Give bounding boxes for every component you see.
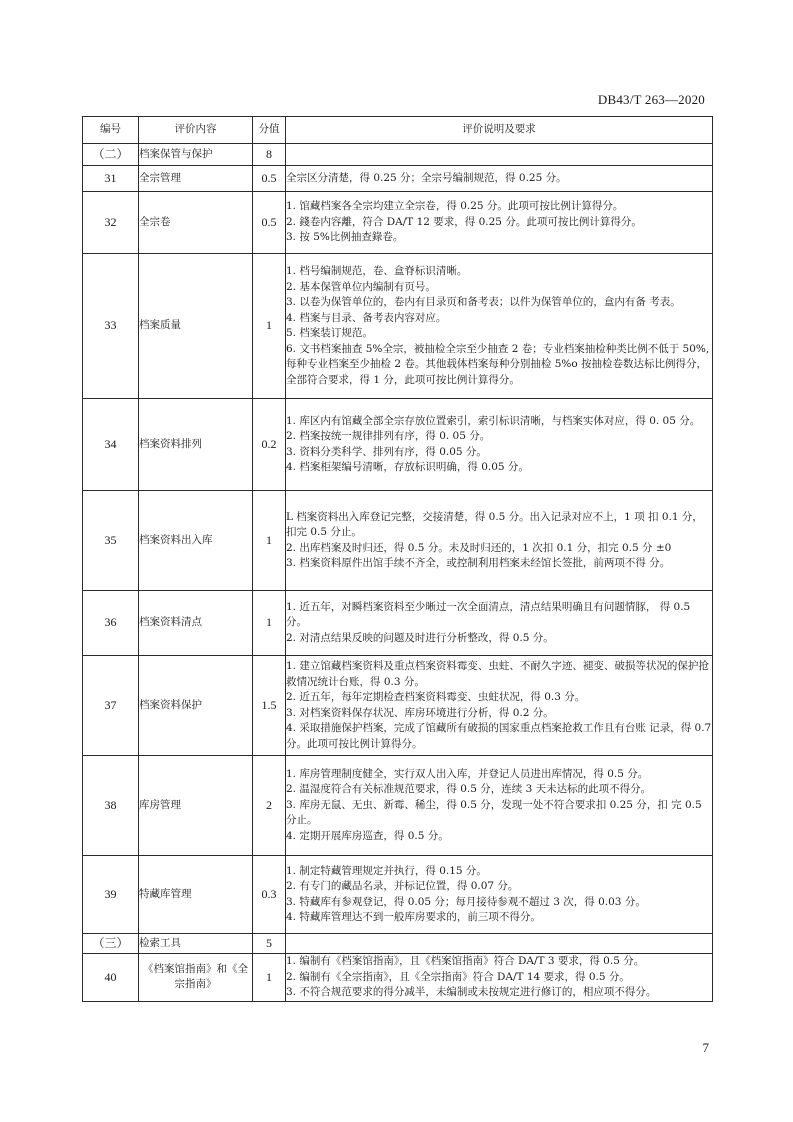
requirement-line: 1. 制定特藏管理规定并执行，得 0.15 分。 <box>286 864 487 877</box>
requirement-line: 3. 以卷为保管单位的，卷内有目录页和备考表；以件为保管单位的，盒内有备 考表。 <box>286 296 681 308</box>
row-number: 38 <box>83 756 139 856</box>
requirement-line: 3. 不符合规范要求的得分减半，未编制或未按规定进行修订的，相应项不得分。 <box>286 986 657 998</box>
column-header-content: 评价内容 <box>139 117 253 144</box>
requirement-line: 1. 档号编制规范，卷、盒脊标识清晰。 <box>286 265 468 277</box>
table-row <box>83 399 713 491</box>
score-value: 0.5 <box>253 166 286 192</box>
row-number: 32 <box>83 192 139 254</box>
requirement-line: 1. 库房管理制度健全，实行双人出入库，并登记人员进出库情况，得 0.5 分。 <box>286 767 649 780</box>
table-row <box>83 656 713 756</box>
table-row <box>83 934 713 954</box>
evaluation-item: 档案资料排列 <box>139 399 253 491</box>
requirements-cell <box>286 591 713 656</box>
requirements-cell <box>286 166 713 192</box>
page-number: 7 <box>702 1040 709 1055</box>
requirement-line: 1. 馆藏档案各全宗均建立全宗卷，得 0.25 分。此项可按比例计算得分。 <box>286 200 624 213</box>
row-number: 34 <box>83 399 139 491</box>
row-number: 33 <box>83 254 139 399</box>
requirement-line: 2. 温湿度符合有关标准规范要求，得 0.5 分，连续 3 天未达标的此项不得分。 <box>286 783 652 796</box>
requirements-cell <box>286 756 713 856</box>
requirement-line: 1. 建立馆藏档案资料及重点档案资料霉变、虫蛀、不耐久字迹、褪变、破损等状况的保护抢救情况统计台账，得 0.3 分。 <box>286 660 709 688</box>
table-row <box>83 954 713 1002</box>
score-value: 0.2 <box>253 399 286 491</box>
score-value: 1 <box>253 254 286 399</box>
table-row <box>83 254 713 399</box>
requirement-line: 3. 资料分类科学、排列有序，得 0.05 分。 <box>286 445 487 458</box>
requirements-cell <box>286 144 713 166</box>
requirement-line: 1. 编制有《档案馆指南》，且《档案馆指南》符合 DA/T 3 要求，得 0.5 分。 <box>286 955 645 967</box>
requirements-cell <box>286 934 713 954</box>
requirement-line: 2. 有专门的藏品名录，并标记位置，得 0.07 分。 <box>286 880 519 892</box>
evaluation-item: 《档案馆指南》和《全宗指南》 <box>139 954 253 1002</box>
requirement-line: 2. 对清点结果反映的问题及时进行分析整改，得 0.5 分。 <box>286 631 554 644</box>
requirement-line: 4. 定期开展库房巡查，得 0.5 分。 <box>286 829 449 842</box>
requirement-line: 5. 档案装订规范。 <box>286 327 373 339</box>
table-row <box>83 856 713 934</box>
requirement-line: 2. 档案按统一规律排列有序，得 0. 05 分。 <box>286 430 491 442</box>
evaluation-item: 档案质量 <box>139 254 253 399</box>
requirements-cell <box>286 192 713 254</box>
requirement-line: 全宗区分清楚，得 0.25 分；全宗号编制规范，得 0.25 分。 <box>286 171 567 184</box>
table-row <box>83 166 713 192</box>
requirement-line: 3. 特藏库有参观登记，得 0.05 分；每月接待参观不超过 3 次，得 0.03 分。 <box>286 895 646 908</box>
score-value: 1 <box>253 954 286 1002</box>
requirement-line: 3. 库房无鼠、无虫、新霉、稀尘，得 0.5 分，发现一处不符合要求扣 0.25 分，扣 完 0.5 分止。 <box>286 798 702 827</box>
row-number: 36 <box>83 591 139 656</box>
score-value: 1.5 <box>253 656 286 756</box>
requirement-line: 3. 按 5%比例抽查錄卷。 <box>286 231 404 244</box>
row-number: 40 <box>83 954 139 1002</box>
row-number: 37 <box>83 656 139 756</box>
table-body <box>83 144 713 1002</box>
requirement-line: 6. 文书档案抽查 5%全宗，被抽检全宗至少抽查 2 卷；专业档案抽检种类比例不低于 50%,每种专业档案至少抽检 2 卷。其他载体档案每种分别抽检 5%o 按抽检卷数达标比例得分，全部符合要求，得 1 分，此项可按比例计算得分。 <box>286 342 710 386</box>
table-row <box>83 756 713 856</box>
requirements-cell <box>286 954 713 1002</box>
requirement-line: 3. 对档案资料保存状况、库房环境进行分析，得 0.2 分。 <box>286 706 554 719</box>
requirement-line: 4. 档案柜架编号清晰，存放标识明确，得 0.05 分。 <box>286 461 529 473</box>
requirements-cell <box>286 399 713 491</box>
score-value: 1 <box>253 591 286 656</box>
evaluation-item: 档案资料保护 <box>139 656 253 756</box>
requirements-cell <box>286 491 713 591</box>
column-header-requirements: 评价说明及要求 <box>286 117 713 144</box>
requirements-cell <box>286 656 713 756</box>
score-value: 0.3 <box>253 856 286 934</box>
document-code: DB43/T 263—2020 <box>597 92 705 107</box>
evaluation-item: 特藏库管理 <box>139 856 253 934</box>
table-row <box>83 491 713 591</box>
table-row <box>83 144 713 166</box>
requirement-line: L 档案资料出入库登记完整，交接清楚，得 0.5 分。出入记录对应不上，1 项 扣 0.1 分，扣完 0.5 分止。 <box>286 510 703 538</box>
score-value: 2 <box>253 756 286 856</box>
requirement-line: 4. 采取措施保护档案，完成了馆藏所有破损的国家重点档案抢救工作且有台账 记录，得 0.7 分。此项可按比例计算得分。 <box>286 722 712 750</box>
requirement-line: 4. 特藏库管理达不到一般库房要求的，前三项不得分。 <box>286 911 541 923</box>
column-header-score: 分值 <box>253 117 286 144</box>
table-row <box>83 192 713 254</box>
evaluation-item: 检索工具 <box>139 934 253 954</box>
score-value: 8 <box>253 144 286 166</box>
requirement-line: 2. 编制有《全宗指南》，且《全宗指南》符合 DA/T 14 要求，得 0.5 分。 <box>286 970 630 983</box>
requirement-line: 3. 档案资料原件出馆手续不齐全，或控制利用档案未经馆长签批，前两项不得 分。 <box>286 557 671 569</box>
evaluation-table <box>82 116 713 1002</box>
row-number: （二） <box>83 144 139 166</box>
score-value: 0.5 <box>253 192 286 254</box>
requirement-line: 2. 基本保管单位内编制有页号。 <box>286 280 436 293</box>
evaluation-item: 档案资料出入库 <box>139 491 253 591</box>
row-number: 35 <box>83 491 139 591</box>
requirements-cell <box>286 856 713 934</box>
evaluation-item: 档案保管与保护 <box>139 144 253 166</box>
requirement-line: 1. 库区内有馆藏全部全宗存放位置索引，索引标识清晰，与档案实体对应，得 0. 05 分。 <box>286 414 701 427</box>
evaluation-item: 全宗管理 <box>139 166 253 192</box>
table-row <box>83 591 713 656</box>
requirement-line: 2. 近五年，每年定期检查档案资料霉变、虫蛀状况，得 0.3 分。 <box>286 691 586 703</box>
column-header-number: 编号 <box>83 117 139 144</box>
evaluation-item: 档案资料清点 <box>139 591 253 656</box>
score-value: 1 <box>253 491 286 591</box>
score-value: 5 <box>253 934 286 954</box>
row-number: 31 <box>83 166 139 192</box>
evaluation-item: 库房管理 <box>139 756 253 856</box>
requirement-line: 2. 錢卷内容離，符合 DA/T 12 要求，得 0.25 分。此项可按比例计算得分。 <box>286 215 642 228</box>
table-header-row <box>83 117 713 144</box>
requirements-cell <box>286 254 713 399</box>
requirement-line: 2. 出库档案及时归还，得 0.5 分。未及时归还的，1 次扣 0.1 分，扣完 0.5 分 ±0 <box>286 541 672 554</box>
row-number: 39 <box>83 856 139 934</box>
row-number: （三） <box>83 934 139 954</box>
requirement-line: 4. 档案与目录、备考表内容对应。 <box>286 311 447 324</box>
evaluation-item: 全宗卷 <box>139 192 253 254</box>
requirement-line: 1. 近五年，对瞬档案资料至少晰过一次全面清点，清点结果明确且有问题情豚， 得 0.5 分。 <box>286 600 691 629</box>
